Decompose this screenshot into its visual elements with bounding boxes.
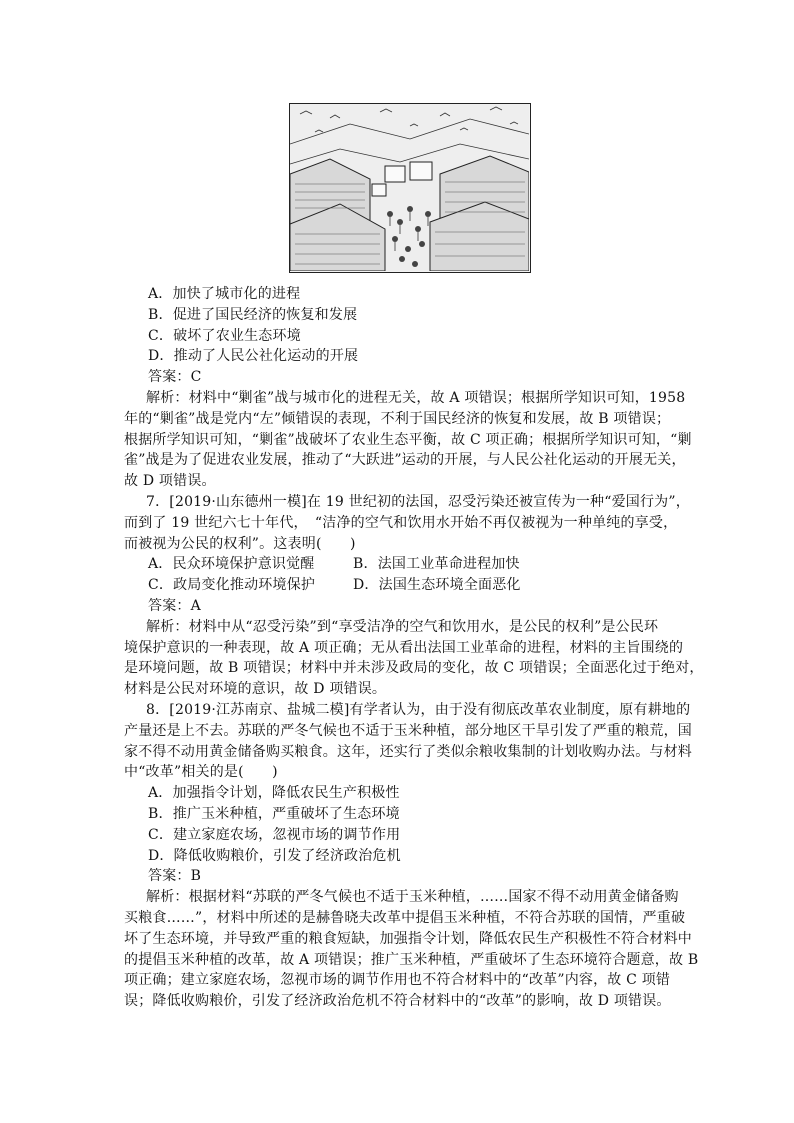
q7-answer: 答案：A	[148, 597, 201, 614]
analysis-line: 境保护意识的一种表现，故 A 项正确；无从看出法国工业革命的进程，材料的主旨围绕的	[124, 639, 684, 656]
analysis-line: 解析：根据材料“苏联的严冬气候也不适于玉米种植，……国家不得不动用黄金储备购	[146, 889, 679, 906]
analysis-line: 误；降低收购粮价，引发了经济政治危机不符合材料中的“改革”的影响，故 D 项错误。	[124, 993, 671, 1010]
analysis-line: 雀”战是为了促进农业发展，推动了“大跃进”运动的开展，与人民公社化运动的开展无关，	[124, 452, 686, 469]
q7-option-c: C．政局变化推动环境保护	[148, 577, 316, 594]
q8-option-c: C．建立家庭农场，忽视市场的调节作用	[148, 826, 401, 843]
analysis-line: 的提倡玉米种植的改革，故 A 项错误；推广玉米种植，严重破坏了生态环境符合题意，故 B	[124, 951, 699, 968]
analysis-line: 材料是公民对环境的意识，故 D 项错误。	[124, 681, 387, 698]
q7-option-d: D．法国生态环境全面恶化	[353, 577, 521, 594]
q6-answer: 答案：C	[148, 369, 202, 386]
analysis-line: 解析：材料中从“忍受污染”到“享受洁净的空气和饮用水，是公民的权利”是公民环	[146, 618, 659, 635]
stem-line: 7．[2019·山东德州一模]在 19 世纪初的法国，忍受污染还被宣传为一种“爱国行为”，	[146, 493, 690, 510]
analysis-line: 买粮食……”，材料中所述的是赫鲁晓夫改革中提倡玉米种植，不符合苏联的国情，严重破	[124, 909, 686, 926]
analysis-line: 根据所学知识可知，“剿雀”战破坏了农业生态平衡，故 C 项正确；根据所学知识可知，“剿	[124, 431, 692, 448]
sparrow-campaign-illustration	[290, 104, 529, 271]
q8-option-b: B．推广玉米种植，严重破坏了生态环境	[148, 805, 400, 822]
analysis-line: 项正确；建立家庭农场，忽视市场的调节作用也不符合材料中的“改革”内容，故 C 项错	[124, 972, 671, 989]
q7-option-b: B．法国工业革命进程加快	[353, 556, 520, 573]
stem-line: 家不得不动用黄金储备购买粮食。这年，还实行了类似余粮收集制的计划收购办法。与材料	[124, 743, 692, 760]
q8-options	[146, 783, 656, 866]
stem-line: 而到了 19 世纪六七十年代， “洁净的空气和饮用水开始不再仅被视为一种单纯的享受，	[124, 514, 678, 531]
q8-stem	[124, 700, 692, 783]
q6-analysis	[124, 388, 692, 492]
analysis-line: 是环境问题，故 B 项错误；材料中并未涉及政局的变化，故 C 项错误；全面恶化过于绝对，	[124, 660, 704, 677]
q7-option-row	[146, 575, 656, 596]
analysis-line: 年的“剿雀”战是党内“左”倾错误的表现，不利于国民经济的恢复和发展，故 B 项错误；	[124, 410, 671, 427]
question-content	[124, 284, 704, 1012]
q8-option-d: D．降低收购粮价，引发了经济政治危机	[148, 847, 401, 864]
q8-answer: 答案：B	[148, 868, 202, 885]
q6-option-c: C．破坏了农业生态环境	[148, 327, 301, 344]
q7-stem	[124, 492, 690, 554]
q8-option-a: A．加强指令计划，降低农民生产积极性	[148, 785, 400, 802]
q7-options	[146, 554, 656, 596]
stem-line: 中“改革”相关的是( )	[124, 764, 278, 781]
q7-analysis	[124, 617, 704, 700]
stem-line: 而被视为公民的权利”。这表明( )	[124, 535, 356, 552]
q6-option-a: A．加快了城市化的进程	[148, 286, 301, 302]
illustration-image	[289, 103, 531, 273]
q7-option-row	[146, 554, 656, 575]
q6-option-d: D．推动了人民公社化运动的开展	[148, 348, 359, 365]
q6-options	[146, 284, 656, 367]
stem-line: 产量还是上不去。苏联的严冬气候也不适于玉米种植，部分地区干旱引发了严重的粮荒，国	[124, 722, 692, 739]
q8-analysis	[124, 887, 699, 1012]
analysis-line: 解析：材料中“剿雀”战与城市化的进程无关，故 A 项错误；根据所学知识可知，1958	[146, 389, 686, 406]
analysis-line: 故 D 项错误。	[124, 473, 216, 490]
q6-option-b: B．促进了国民经济的恢复和发展	[148, 306, 358, 323]
q7-option-a: A．民众环境保护意识觉醒	[148, 556, 315, 573]
stem-line: 8．[2019·江苏南京、盐城二模]有学者认为，由于没有彻底改革农业制度，原有耕地的	[146, 701, 691, 718]
analysis-line: 坏了生态环境，并导致严重的粮食短缺，加强指令计划，降低农民生产积极性不符合材料中	[124, 930, 692, 947]
